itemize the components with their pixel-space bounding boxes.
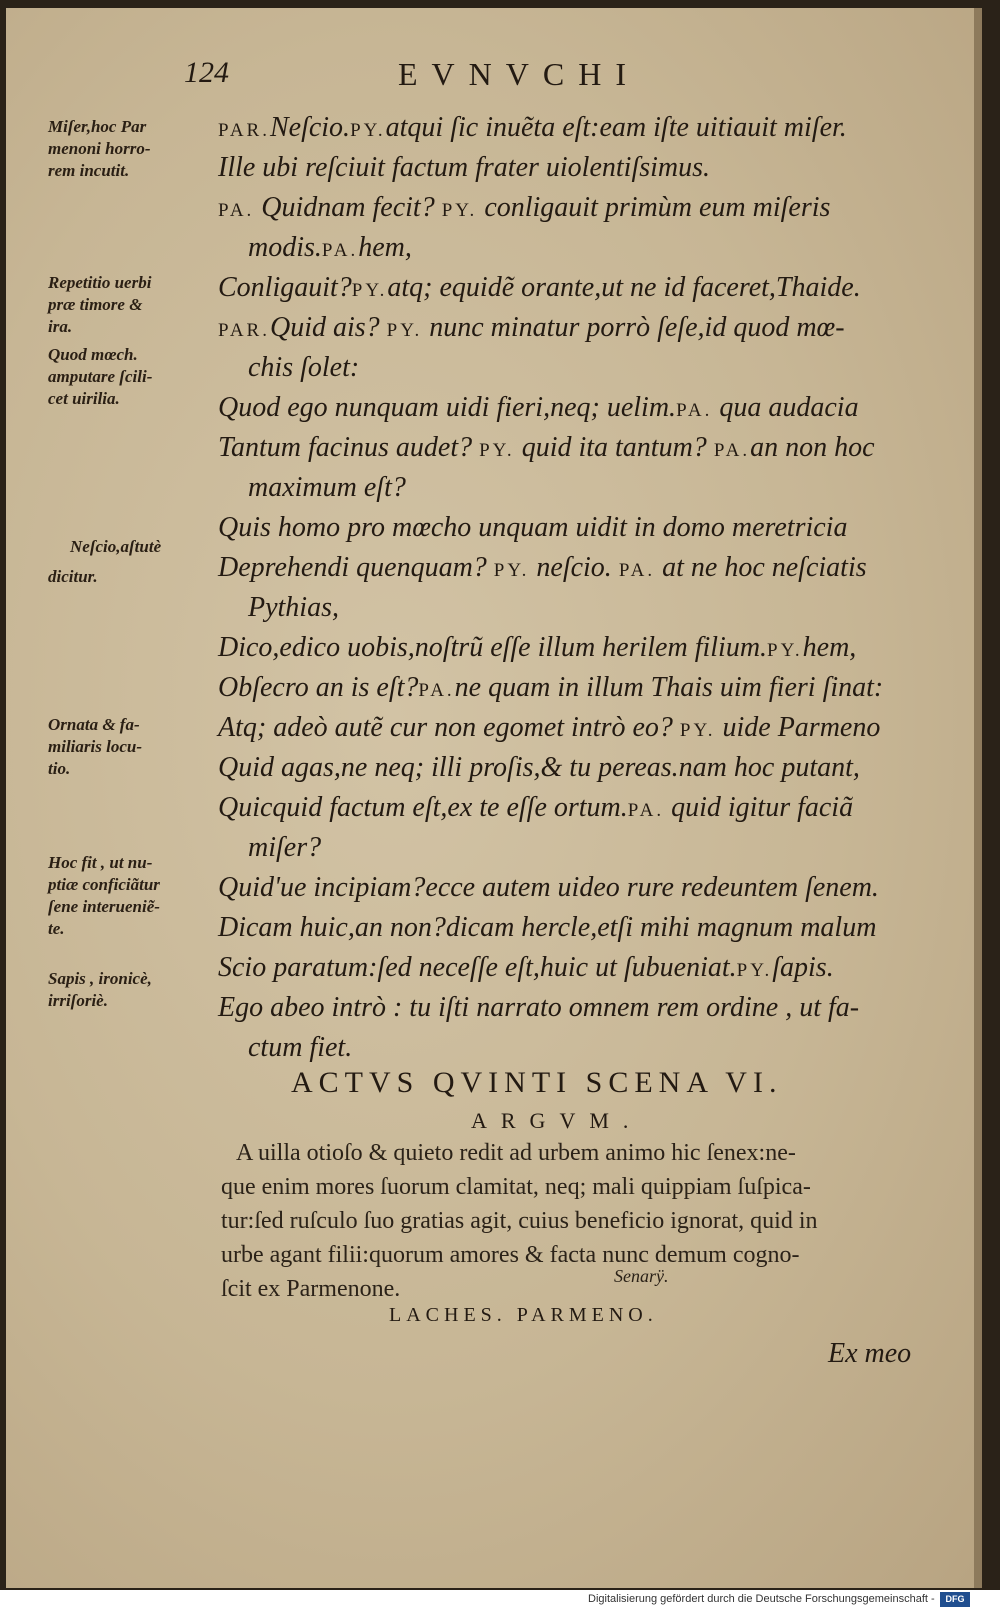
verse-segment: Tantum facinus audet? (218, 432, 480, 463)
verse-line (218, 748, 860, 788)
verse-segment: ne quam in illum Thais uim fieri ſinat: (454, 672, 884, 703)
verse-segment: conligauit primùm eum miſeris (477, 192, 831, 223)
sidenote-line: Quod mœch. (48, 345, 138, 364)
argument-line: tur:ſed ruſculo ſuo gratias agit, cuius beneficio ignorat, quid in (221, 1208, 818, 1234)
sidenote (48, 566, 213, 588)
verse-segment: maximum eſt? (248, 472, 406, 503)
sidenote-line: dicitur. (48, 567, 98, 586)
sidenote (48, 968, 213, 1012)
speaker-abbrev: PY. (386, 320, 423, 341)
sidenote-line: ſene interueniẽ- (48, 897, 160, 916)
verse-segment: modis. (248, 232, 322, 263)
verse-line (248, 228, 412, 271)
verse-line (218, 948, 834, 991)
verse-segment: Quod ego nunquam uidi fieri,neq; uelim. (218, 392, 677, 423)
speaker-abbrev: PY. (736, 960, 773, 981)
verse-line (218, 988, 859, 1028)
sidenote-line: Repetitio uerbi (48, 273, 152, 292)
verse-segment: Pythias, (248, 592, 339, 623)
verse-segment: Ille ubi reſciuit factum frater uiolentiſsimus. (218, 152, 711, 183)
sidenote-line: Sapis , ironicè, (48, 969, 152, 988)
speaker-abbrev: PAR. (218, 320, 270, 341)
verse-segment: hem, (802, 632, 857, 663)
verse-segment: ſapis. (772, 952, 834, 983)
sidenote-line: Ornata & fa- (48, 715, 140, 734)
speaker-abbrev: PY. (350, 120, 386, 141)
speaker-abbrev: PA. (321, 240, 359, 261)
speaker-abbrev: PA. (713, 440, 751, 461)
verse-line (218, 108, 847, 151)
verse-segment: ctum fiet. (248, 1032, 353, 1063)
sidenote-line: te. (48, 919, 65, 938)
meter-label: Senarÿ. (614, 1266, 669, 1286)
sidenote (48, 116, 213, 182)
sidenote (48, 344, 213, 410)
page-header (6, 56, 974, 96)
verse-segment: Obſecro an is eſt? (218, 672, 419, 703)
verse-segment: Quid agas,ne neq; illi proſis,& tu pereas.nam hoc putant, (218, 752, 860, 783)
verse-line (218, 668, 883, 711)
speaker-abbrev: PY. (351, 280, 388, 301)
sidenote (48, 852, 213, 940)
verse-line (218, 188, 830, 231)
running-head: EVNVCHI (398, 56, 640, 92)
sidenote-line: ptiæ conficiãtur (48, 875, 160, 894)
verse-line (218, 708, 880, 751)
verse-segment: Dico,edico uobis,noſtrũ eſſe illum herilem filium. (218, 632, 768, 663)
argument-line: que enim mores ſuorum clamitat, neq; mali quippiam ſuſpica- (221, 1174, 811, 1200)
verse-line (248, 1028, 352, 1068)
sidenote-line: menoni horro- (48, 139, 151, 158)
verse-line (248, 588, 339, 628)
verse-line (218, 428, 875, 471)
speaker-abbrev: PY. (441, 200, 478, 221)
page-edge (974, 8, 982, 1588)
speaker-abbrev: PA. (627, 800, 665, 821)
verse-line (218, 148, 710, 188)
speaker-abbrev: PAR. (218, 120, 270, 141)
speaker-abbrev: PA. (618, 560, 656, 581)
verse-segment: quid igitur faciã (664, 792, 854, 823)
verse-segment: nunc minatur porrò ſeſe,id quod mœ- (422, 312, 845, 343)
page-number: 124 (184, 56, 229, 89)
verse-segment: neſcio. (529, 552, 619, 583)
speaker-abbrev: PY. (479, 440, 515, 461)
sidenote (70, 536, 235, 558)
sidenote-line: cet uirilia. (48, 389, 120, 408)
sidenote-line: amputare ſcili- (48, 367, 153, 386)
argument-line: urbe agant filii:quorum amores & facta nunc demum cogno- (221, 1242, 800, 1268)
verse-segment: Scio paratum:ſed neceſſe eſt,huic ut ſubueniat. (218, 952, 737, 983)
verse-segment: Neſcio. (269, 112, 351, 143)
sidenote-line: rem incutit. (48, 161, 130, 180)
speaker-abbrev: PA. (218, 200, 255, 221)
speaker-abbrev: PY. (679, 720, 716, 741)
verse-line (218, 308, 845, 351)
verse-segment: Quicquid factum eſt,ex te eſſe ortum. (218, 792, 628, 823)
verse-segment: Atq; adeò autẽ cur non egomet intrò eo? (218, 712, 680, 743)
verse-segment: at ne hoc neſciatis (655, 552, 867, 583)
verse-segment: Quidnam fecit? (261, 192, 442, 223)
verse-segment: Deprehendi quenquam? (218, 552, 494, 583)
sidenote-line: irriſoriè. (48, 991, 108, 1010)
verse-line (218, 548, 867, 591)
sidenote-line: præ timore & (48, 295, 143, 314)
speaker-abbrev: PY. (767, 640, 803, 661)
sidenote-line: Hoc fit , ut nu- (48, 853, 153, 872)
verse-line (248, 468, 406, 508)
verse-line (218, 508, 847, 548)
argument-label: ARGVM. (471, 1108, 643, 1133)
dramatis-personae: LACHES. PARMENO. (389, 1304, 658, 1326)
verse-line (218, 628, 856, 671)
verse-segment: Conligauit? (218, 272, 352, 303)
sidenote-line: miliaris locu- (48, 737, 142, 756)
verse-line (218, 388, 859, 431)
verse-segment: atqui ſic inuẽta eſt:eam iſte uitiauit miſer. (385, 112, 847, 143)
verse-line (218, 268, 861, 311)
sidenote (48, 714, 213, 780)
verse-line (218, 788, 853, 831)
verse-segment: quid ita tantum? (514, 432, 714, 463)
verse-segment: atq; equidẽ orante,ut ne id faceret,Thaide. (387, 272, 861, 303)
sidenote (48, 272, 213, 338)
verse-line (218, 908, 876, 948)
sidenote-line: Miſer,hoc Par (48, 117, 147, 136)
verse-line (248, 348, 359, 388)
verse-segment: Ego abeo intrò : tu iſti narrato omnem rem ordine , ut fa- (218, 992, 860, 1023)
verse-segment: qua audacia (712, 392, 859, 423)
act-scene-heading: ACTVS QVINTI SCENA VI. (291, 1066, 783, 1099)
sidenote-line: ira. (48, 317, 73, 336)
sidenote-line: tio. (48, 759, 71, 778)
verse-line (218, 868, 879, 908)
speaker-abbrev: PY. (493, 560, 530, 581)
verse-segment: chis ſolet: (248, 352, 360, 383)
speaker-abbrev: PA. (418, 680, 455, 701)
catchword: Ex meo (828, 1338, 912, 1369)
verse-segment: uide Parmeno (715, 712, 881, 743)
argument-line: ſcit ex Parmenone. (221, 1276, 401, 1302)
verse-segment: an non hoc (750, 432, 875, 463)
verse-segment: Quid ais? (269, 312, 387, 343)
verse-segment: hem, (358, 232, 412, 263)
verse-segment: Quis homo pro mœcho unquam uidit in domo meretricia (218, 512, 848, 543)
verse-segment: Dicam huic,an non?dicam hercle,etſi mihi magnum malum (218, 912, 877, 943)
dfg-logo: DFG (940, 1592, 970, 1607)
digitization-footer (0, 1590, 1000, 1613)
speaker-abbrev: PA. (676, 400, 713, 421)
book-page (6, 8, 974, 1588)
argument-line: A uilla otioſo & quieto redit ad urbem animo hic ſenex:ne- (236, 1140, 796, 1166)
verse-segment: miſer? (248, 832, 322, 863)
verse-line (248, 828, 321, 868)
verse-segment: Quid'ue incipiam?ecce autem uideo rure redeuntem ſenem. (218, 872, 879, 903)
funding-notice: Digitalisierung gefördert durch die Deutsche Forschungsgemeinschaft - (588, 1593, 935, 1605)
sidenote-line: Neſcio,aſtutè (70, 537, 162, 556)
